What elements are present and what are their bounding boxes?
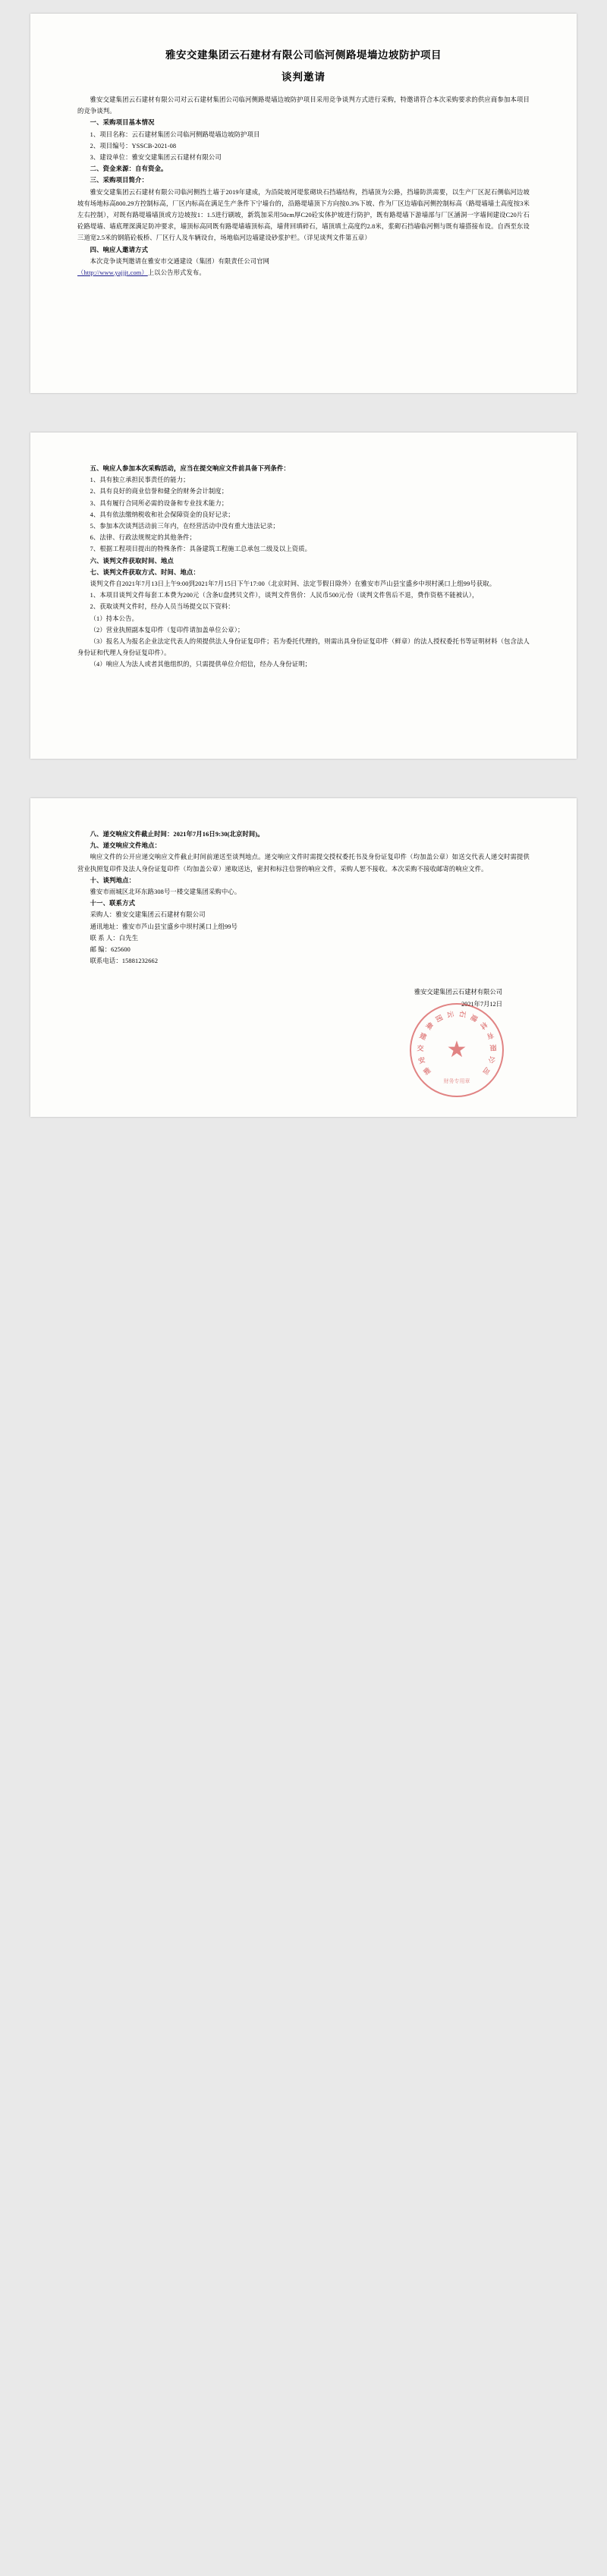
section-2-title: 二、资金来源：自有资金。 [90, 165, 168, 173]
section-9-body: 响应文件的公开应递交响应文件截止时间前递送至谈判地点。递交响应文件时需提交授权委托书及身份证复印件（均加盖公章）如送交代表人递交时需提供营业执照复印件及法人身份证复印件（均加盖公章）递取送达，密封和标注信誉的响应文件，采购人恕不接收。本次采购不接收邮寄的响应文件。 [77, 854, 530, 873]
section-5-item-1: 1、具有独立承担民事责任的能力； [90, 477, 190, 484]
document-page-1 [30, 14, 577, 393]
section-6-title: 六、谈判文件获取时间、地点 [90, 557, 175, 565]
section-7-body-2: 1、本项目谈判文件每套工本费为200元（含条U盘拷贝文件），谈判文件售价：人民币500元/份（谈判文件售后不退，费作资格不能被认）， [90, 592, 479, 599]
contact-item-4: 邮 编：625600 [90, 946, 131, 954]
contact-item-2: 通讯地址：雅安市芦山县宝盛乡中坝村溪口上组99号 [90, 923, 238, 930]
section-7-sub-3: （3）报名人为报名企业法定代表人的须提供法人身份证复印件；若为委托代理的，则需出具身份证复印件（鲜章）的法人授权委托书等证明材料（包含法人身份证和代理人身份证复印件）。 [77, 638, 530, 657]
contact-item-5: 联系电话：15881232662 [90, 958, 159, 965]
section-7-body-1: 谈判文件自2021年7月13日上午9:00到2021年7月15日下午17:00（北京时间、法定节假日除外）在雅安市芦山县宝盛乡中坝村溪口上组99号获取。 [90, 580, 496, 588]
section-9-title: 九、递交响应文件地点： [90, 842, 162, 850]
contact-item-3: 联 系 人：白先生 [90, 934, 139, 942]
section-4-body-1: 本次竞争谈判邀请在雅安市交通建设（集团）有限责任公司官网 [90, 257, 270, 265]
intro-paragraph: 雅安交建集团云石建材有限公司对云石建材集团公司临河侧路堤墙边坡防护项目采用竞争谈判方式进行采购，特邀请符合本次采购要求的供应商参加本项目的竞争谈判。 [77, 96, 530, 115]
section-5-item-3: 3、具有履行合同所必需的设备和专业技术能力； [90, 499, 228, 507]
section-1-item-3: 3、建设单位：雅安交建集团云石建材有限公司 [90, 154, 222, 162]
section-7-sub-1: （1）持本公告。 [90, 615, 139, 622]
section-4-title: 四、响应人邀请方式 [90, 246, 149, 253]
document-page-3 [30, 798, 577, 1117]
section-10-title: 十、谈判地点： [90, 876, 136, 884]
section-1-item-2: 2、项目编号：YSSCB-2021-08 [90, 142, 177, 149]
document-title: 雅安交建集团云石建材有限公司临河侧路堤墙边坡防护项目 [165, 49, 442, 61]
signature-date: 2021年7月12日 [461, 1001, 502, 1008]
section-5-item-5: 5、参加本次谈判活动前三年内，在经营活动中没有重大违法记录； [90, 523, 279, 530]
section-4-body-2: 上以公告形式发布。 [147, 269, 206, 277]
section-3-body: 雅安交建集团云石建材有限公司临河侧挡土墙于2019年建成，为沿陡坡河堤浆砌块石挡墙结构，挡墙顶为公路，挡墙防洪需要，以生产厂区泥石侧临河边坡坡有场地标高800.29方控制标高，厂区内标高在满足生产条件下宁墙台的，沿路堤墙顶下方向按0.3%下坡、作为厂区边墙临河侧控制标高（路堤墙墙土高度按3米左右控制），对既有路堤墙墙顶或方边坡按1：1.5进行刷坡，新筑加采用50cm厚C20砼实体护坡进行防护，既有路堤墙下游墙部与厂区涵洞一字墙间建设C20片石砼路堤墙、墙底理深满足防冲要求，墙顶标高同既有路堤墙墙顶标高，墙背回填碎石，墙顶填土高度约2.8米，浆砌石挡墙临河侧与既有墙搭接布设。自西至东设三道宽2.5米的钢筋砼板桥、厂区行人及车辆设台，场地临河边墙建设砂浆护栏。（详见谈判文件第五章） [77, 188, 530, 242]
section-7-sub-2: （2）营业执照副本复印件（复印件请加盖单位公章）； [90, 626, 244, 634]
section-5-item-4: 4、具有依法缴纳税收和社会保障资金的良好记录； [90, 511, 234, 518]
section-5-item-6: 6、法律、行政法规规定的其他条件； [90, 534, 197, 542]
section-1-item-1: 1、项目名称：云石建材集团公司临河侧路堤墙边坡防护项目 [90, 131, 260, 138]
section-8-title: 八、递交响应文件截止时间：2021年7月16日9:30(北京时间)。 [90, 831, 264, 838]
seal-ring-text: 雅 安 交 建 集 团 云 石 建 材 有 限 公 司 [417, 1010, 497, 1077]
section-5-title: 五、响应人参加本次采购活动，应当在提交响应文件前具备下列条件： [90, 465, 290, 472]
company-seal-stamp [410, 1003, 504, 1097]
signature-company: 雅安交建集团云石建材有限公司 [414, 989, 502, 996]
section-4-line [77, 267, 530, 278]
contact-item-1: 采购人：雅安交建集团云石建材有限公司 [90, 911, 206, 919]
section-7-sub-4: （4）响应人为法人或者其他组织的，只需提供单位介绍信，经办人身份证明； [90, 661, 312, 668]
section-11-title: 十一、联系方式 [90, 900, 136, 907]
section-7-body-3: 2、获取谈判文件时，经办人员当场提交以下资料： [90, 603, 234, 611]
official-website-link[interactable]: （http://www.yajjjt.com） [77, 269, 148, 277]
section-5-item-2: 2、具有良好的商业信誉和健全的财务会计制度； [90, 488, 228, 495]
document-subtitle: 谈判邀请 [281, 71, 326, 83]
document-page-2 [30, 432, 577, 759]
section-5-item-7: 7、根据工程项目提出的特殊条件：具备建筑工程施工总承包二级及以上资质。 [90, 546, 312, 553]
section-3-title: 三、采购项目简介： [90, 177, 149, 184]
section-7-title: 七、谈判文件获取方式、时间、地点： [90, 568, 200, 576]
seal-star-icon: ★ [446, 1037, 467, 1062]
section-10-body: 雅安市雨城区北环东路308号一楼交建集团采购中心。 [90, 889, 241, 896]
seal-bottom-text: 财务专用章 [443, 1078, 470, 1084]
section-1-title: 一、采购项目基本情况 [90, 119, 155, 127]
signature-block [77, 986, 530, 1011]
